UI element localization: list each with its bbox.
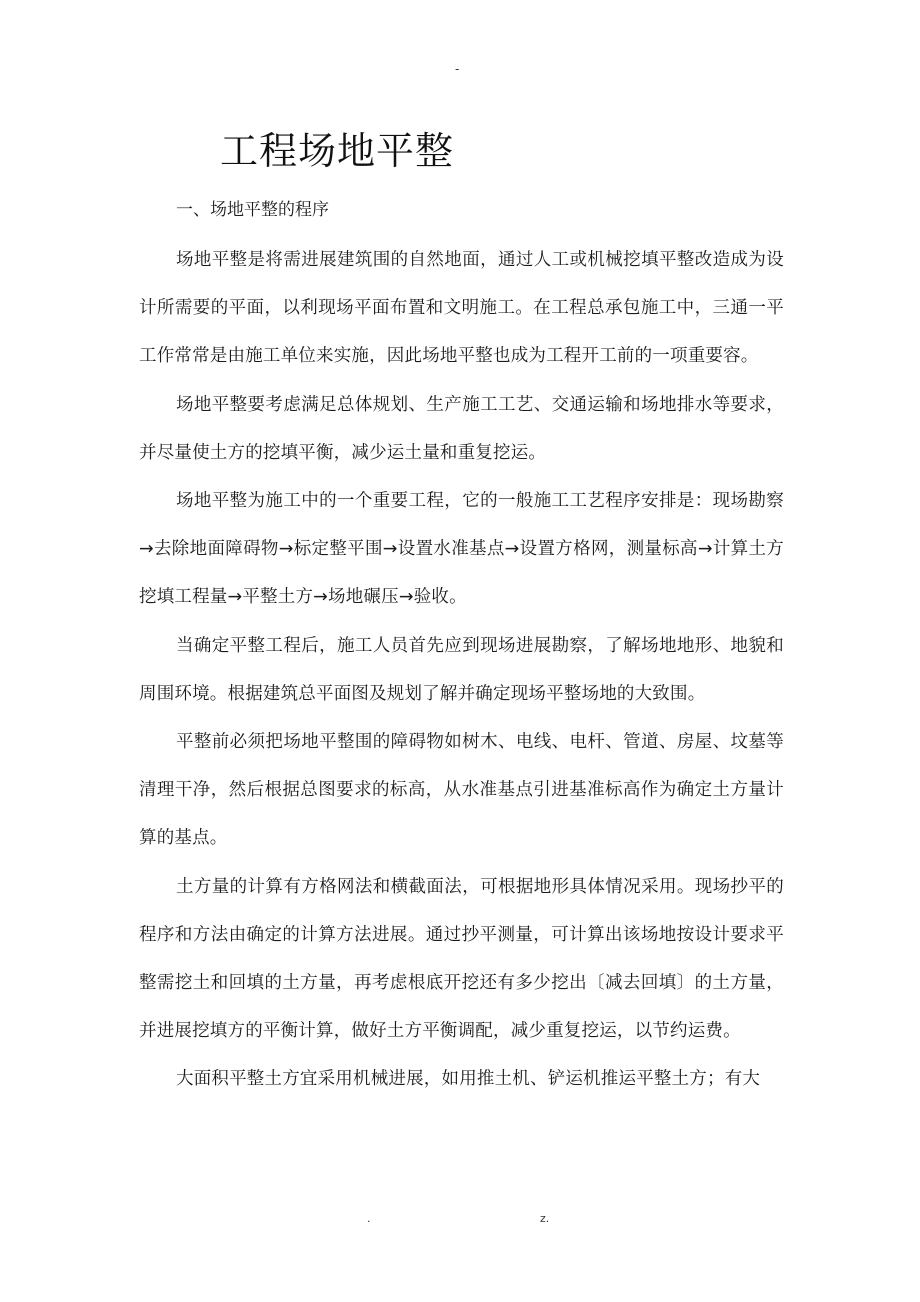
paragraph-1: 场地平整是将需进展建筑围的自然地面，通过人工或机械挖填平整改造成为设计所需要的平面，以利现场平面布置和文明施工。在工程总承包施工中，三通一平工作常常是由施工单位来实施，因此场地平整也成为工程开工前的一项重要容。 <box>139 250 784 367</box>
page-header-mark: - <box>455 62 460 76</box>
paragraph-5: 平整前必须把场地平整围的障碍物如树木、电线、电杆、管道、房屋、坟墓等清理干净，然后根据总图要求的标高，从水准基点引进基准标高作为确定土方量计算的基点。 <box>139 732 784 849</box>
page-footer-right-mark: z. <box>540 1212 550 1225</box>
paragraph-7: 大面积平整土方宜采用机械进展，如用推土机、铲运机推运平整土方；有大 <box>176 1069 761 1090</box>
paragraph-6: 土方量的计算有方格网法和横截面法，可根据地形具体情况采用。现场抄平的程序和方法由确定的计算方法进展。通过抄平测量，可计算出该场地按设计要求平整需挖土和回填的土方量，再考虑根底开挖还有多少挖出〔减去回填〕的土方量，并进展挖填方的平衡计算，做好土方平衡调配，减少重复挖运，以节约运费。 <box>139 876 784 1042</box>
document-body <box>139 236 784 1104</box>
page-footer-left-mark: . <box>367 1212 371 1225</box>
section-heading: 一、场地平整的程序 <box>176 200 329 220</box>
paragraph-3: 场地平整为施工中的一个重要工程，它的一般施工工艺程序安排是：现场勘察→去除地面障碍物→标定整平围→设置水准基点→设置方格网，测量标高→计算土方挖填工程量→平整土方→场地碾压→验收。 <box>139 491 784 608</box>
paragraph-2: 场地平整要考虑满足总体规划、生产施工工艺、交通运输和场地排水等要求，并尽量使土方的挖填平衡，减少运土量和重复挖运。 <box>139 394 784 463</box>
document-title: 工程场地平整 <box>220 129 455 173</box>
paragraph-4: 当确定平整工程后，施工人员首先应到现场进展勘察，了解场地地形、地貌和周围环境。根据建筑总平面图及规划了解并确定现场平整场地的大致围。 <box>139 635 784 704</box>
